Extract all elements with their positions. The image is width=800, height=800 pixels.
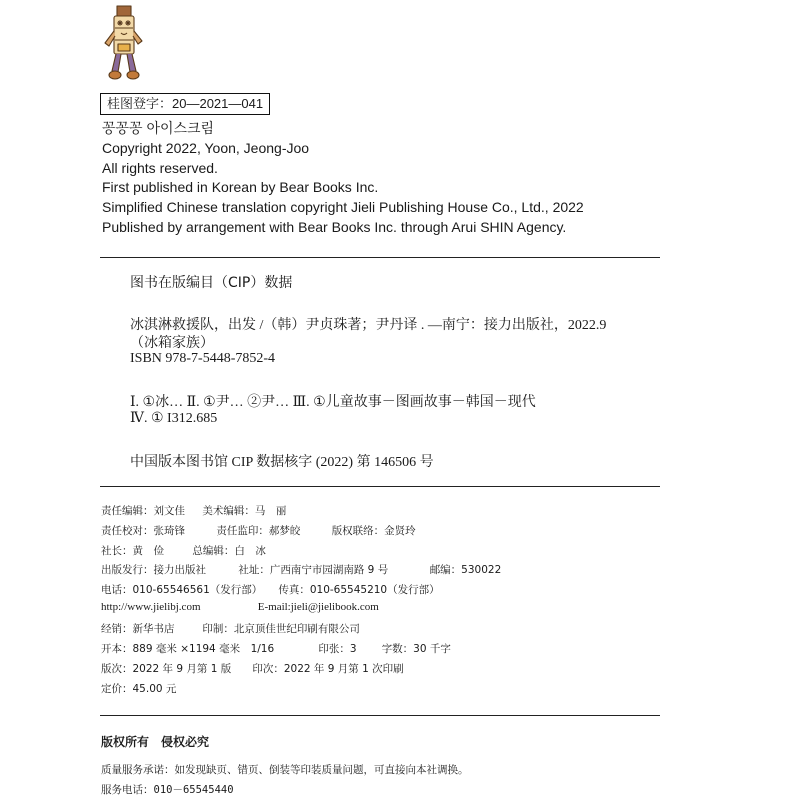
publication-row: [101, 641, 451, 656]
publication-row: [101, 621, 360, 636]
format: 开本：889 毫米 ×1194 毫米 1/16: [101, 643, 275, 655]
phone: 电话：010-65546561（发行部）: [101, 584, 263, 596]
cip-classification: Ⅰ. ①冰… Ⅱ. ①尹… ②尹… Ⅲ. ①儿童故事－图画故事－韩国－现代: [130, 395, 536, 410]
email-link[interactable]: E-mail:jieli@jielibook.com: [257, 601, 379, 613]
publication-row: [101, 601, 379, 613]
editor: 责任编辑：刘文佳: [101, 505, 185, 517]
copyright-block: [102, 119, 584, 238]
editor-in-chief: 总编辑：白 冰: [192, 545, 266, 557]
proofreader: 责任校对：张琦锋: [101, 525, 185, 537]
rights-contact: 版权联络：金贤玲: [331, 525, 416, 537]
print-supervisor: 责任监印：郝梦皎: [216, 525, 301, 537]
copyright-line: All rights reserved.: [102, 159, 218, 176]
copyright-line: First published in Korean by Bear Books Inc.: [102, 179, 379, 196]
distributor: 经销：新华书店: [101, 623, 175, 635]
president: 社长：黄 俭: [101, 545, 164, 557]
cip-isbn: ISBN 978-7-5448-7852-4: [130, 351, 276, 366]
registration-number: 桂图登字：20—2021—041: [100, 93, 270, 115]
edition: 版次：2022 年 9 月第 1 版: [101, 663, 232, 675]
publication-row: [101, 562, 501, 577]
copyright-line: Published by arrangement with Bear Books Inc. through Arui SHIN Agency.: [102, 218, 567, 235]
korean-title: 꽁꽁꽁 아이스크림: [102, 120, 215, 136]
publication-row: [101, 543, 266, 558]
publication-row: [101, 661, 404, 676]
publication-row: [101, 503, 286, 518]
sheets: 印张：3: [318, 643, 357, 655]
publisher: 出版发行：接力出版社: [101, 564, 206, 576]
cip-verification: 中国版本图书馆 CIP 数据核字 (2022) 第 146506 号: [130, 455, 434, 470]
fax: 传真：010-65545210（发行部）: [278, 584, 440, 596]
copyright-line: Simplified Chinese translation copyright Jieli Publishing House Co., Ltd., 2022: [102, 199, 584, 216]
publication-row: [101, 681, 176, 696]
copyright-line: Copyright 2022, Yoon, Jeong-Joo: [102, 139, 310, 156]
art-editor: 美术编辑：马 丽: [202, 505, 287, 517]
mascot-illustration: [100, 3, 146, 85]
cip-series: （冰箱家族）: [130, 336, 214, 351]
rights-reserved: 版权所有 侵权必究: [101, 735, 210, 749]
divider: [100, 257, 660, 258]
printing: 印次：2022 年 9 月第 1 次印刷: [252, 663, 404, 675]
divider: [100, 486, 660, 487]
website-link[interactable]: http://www.jielibj.com: [101, 601, 201, 613]
publication-row: [101, 523, 416, 538]
price: 定价：45.00 元: [101, 683, 177, 695]
word-count: 字数：30 千字: [381, 643, 451, 655]
printer: 印制：北京顶佳世纪印刷有限公司: [202, 623, 360, 635]
service-phone: 服务电话：010－65545440: [101, 784, 234, 796]
cip-classification-code: Ⅳ. ① I312.685: [130, 411, 218, 426]
cip-heading: 图书在版编目（CIP）数据: [130, 275, 293, 291]
quality-promise: 质量服务承诺：如发现缺页、错页、倒装等印装质量问题，可直接向本社调换。: [101, 764, 469, 776]
address: 社址：广西南宁市园湖南路 9 号: [238, 564, 389, 576]
postcode: 邮编：530022: [429, 564, 502, 576]
cip-entry: 冰淇淋救援队，出发 /（韩）尹贞珠著；尹丹译 . —南宁：接力出版社，2022.9: [130, 318, 607, 333]
divider: [100, 715, 660, 716]
publication-row: [101, 582, 440, 597]
